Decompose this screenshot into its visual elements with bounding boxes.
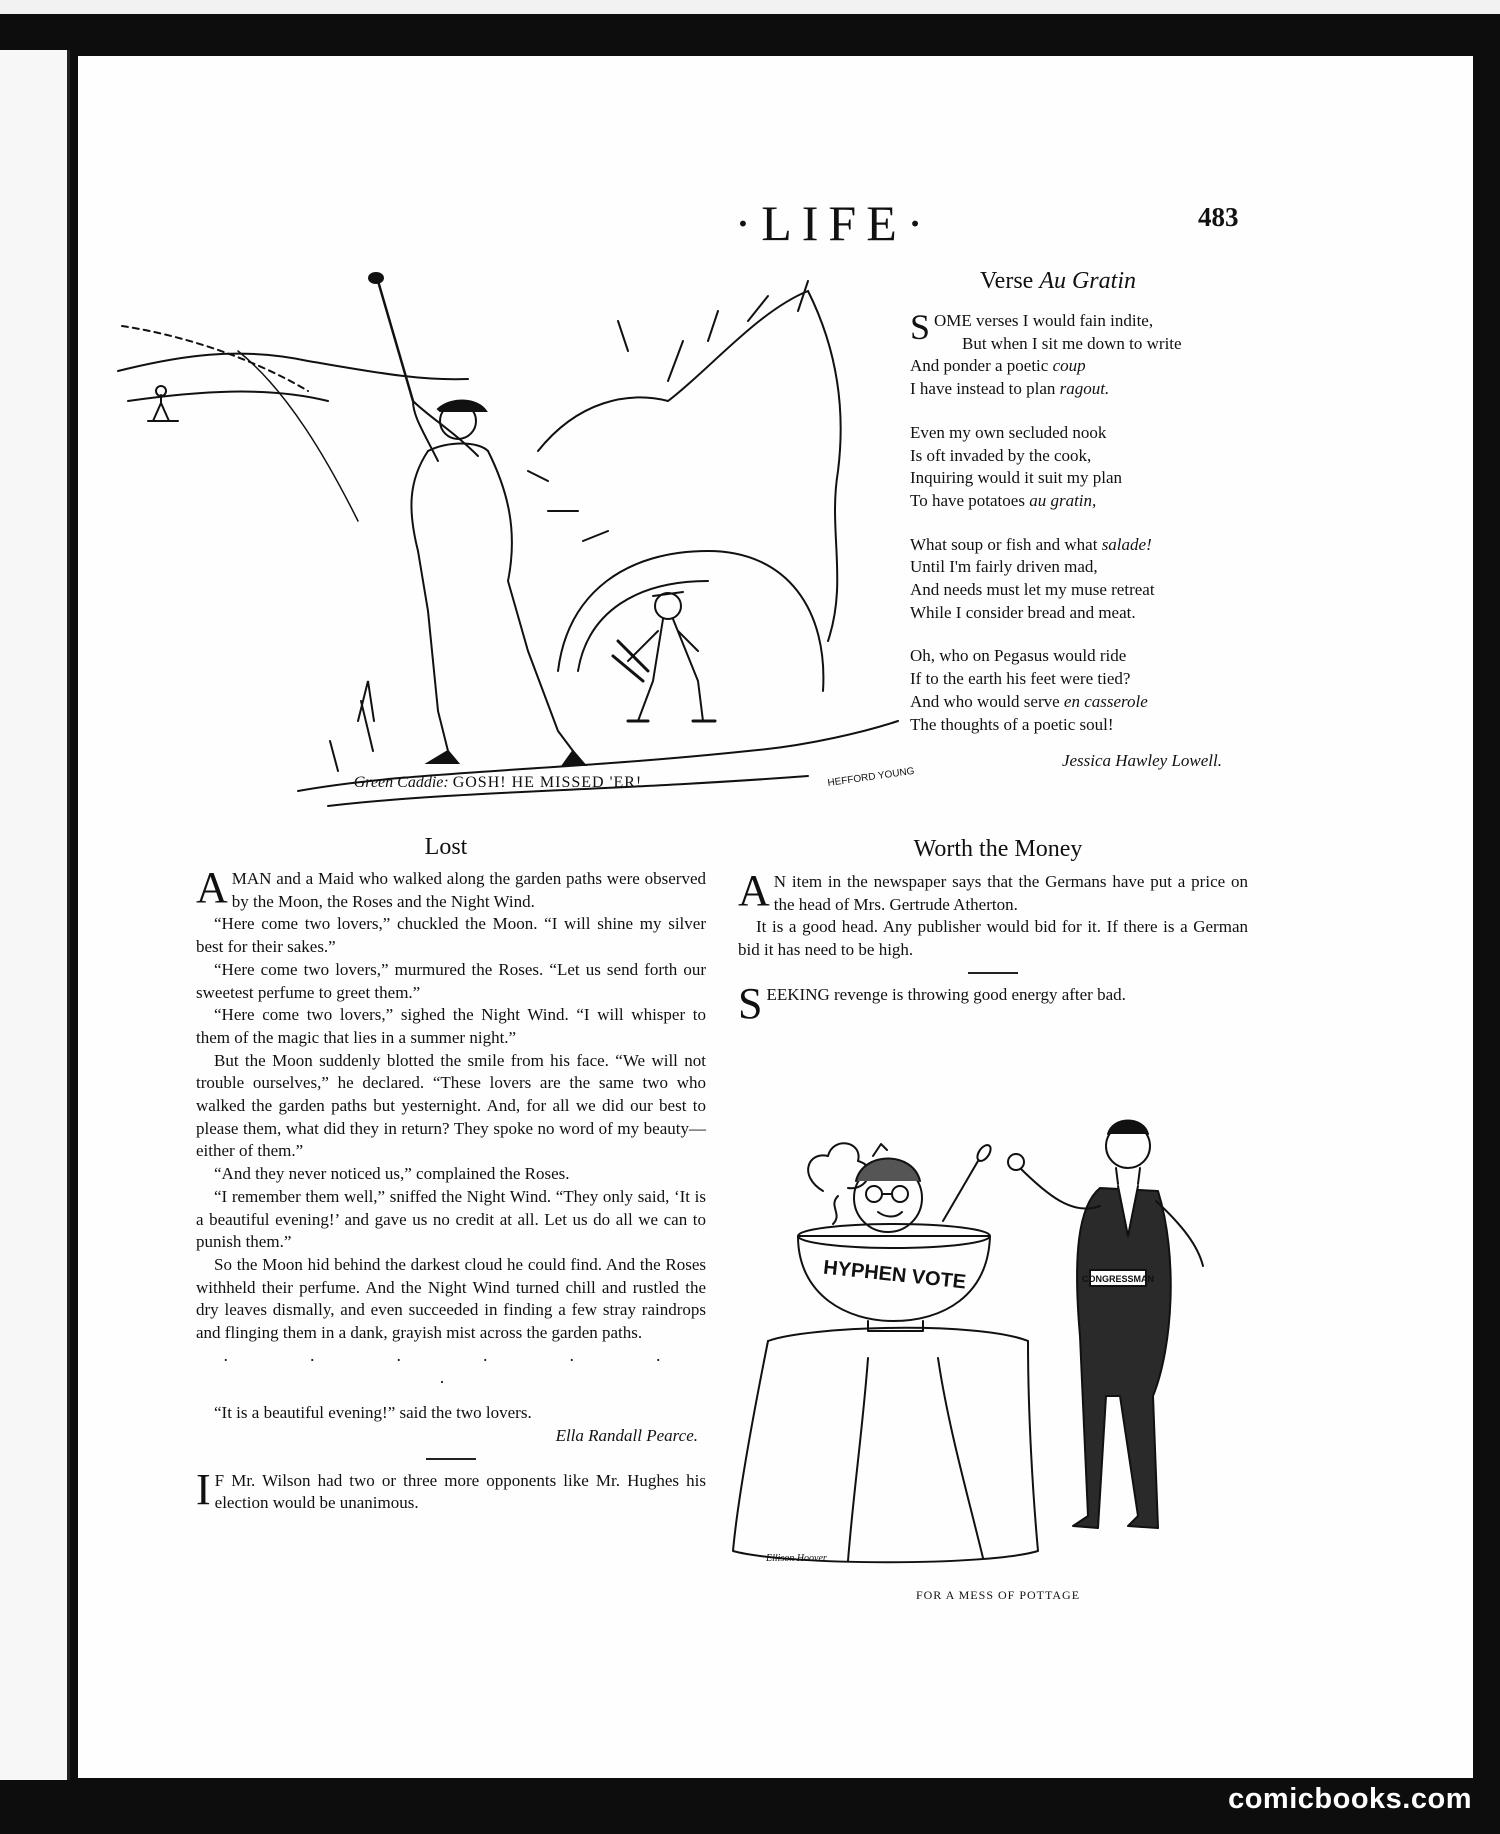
watermark: comicbooks.com xyxy=(1228,1783,1472,1815)
lost-paragraph: So the Moon hid behind the darkest cloud he could find. And the Roses withheld their perfume. And the Night Wind turned chill and rustled the dry leaves dismally, and even succeeded in finding a few stray raindrops and flinging them in a dank, grayish mist across the garden paths. xyxy=(196,1254,706,1343)
verse-title: Verse Au Gratin xyxy=(980,268,1136,294)
caption-text: GOSH! HE MISSED 'ER! xyxy=(452,774,643,791)
verse-line: And needs must let my muse retreat xyxy=(910,580,1155,600)
bowl-cartoon-signature: Ellison Hoover xyxy=(766,1553,827,1564)
lost-paragraph: “Here come two lovers,” murmured the Roses. “Let us send forth our sweetest perfume to greet them.” xyxy=(196,959,706,1002)
verse-stanza xyxy=(910,645,1230,736)
worth-article xyxy=(738,866,1248,1028)
lost-closing: “It is a beautiful evening!” said the two lovers. xyxy=(214,1403,532,1423)
lost-paragraph: “Here come two lovers,” sighed the Night Wind. “I will whisper to them of the magic that lies in a summer night.” xyxy=(196,1005,706,1047)
verse-stanza xyxy=(910,534,1230,625)
lost-paragraph: But the Moon suddenly blotted the smile from his face. “We will not trouble ourselves,” he declared. “These lovers are the same two who walked the garden paths but yesternight. And, for all we did our best to please them, what did they in return? They spoke no word of my beauty—either of them.” xyxy=(196,1050,706,1161)
masthead: ·LIFE· xyxy=(734,195,934,251)
scan-top-edge xyxy=(0,0,1500,14)
verse-line: But when I sit me down to write xyxy=(962,333,1182,353)
congressman-badge: CONGRESSMAN xyxy=(1081,1274,1155,1284)
facing-page-edge xyxy=(0,50,70,1780)
lost-article xyxy=(196,863,706,1515)
verse-line: The thoughts of a poetic soul! xyxy=(910,714,1114,734)
golf-cartoon xyxy=(108,251,916,811)
worth-paragraph-1: A N item in the newspaper says that the Germans have put a price on the head of Mrs. Gertrude Atherton. xyxy=(738,866,1248,915)
divider-rule xyxy=(426,1458,476,1460)
lost-dropcap: A xyxy=(196,863,228,912)
verse-line: SOME verses I would fain indite, xyxy=(910,307,1154,347)
verse-stanza xyxy=(910,422,1230,513)
dropcap-s: S xyxy=(738,978,763,1028)
verse-line: While I consider bread and meat. xyxy=(910,602,1136,622)
verse-line: And who would serve en casserole xyxy=(910,691,1148,711)
lost-paragraph: A MAN and a Maid who walked along the garden paths were observed by the Moon, the Roses and the Night Wind. xyxy=(196,863,706,912)
lost-paragraph: “I remember them well,” sniffed the Night Wind. “They only said, ‘It is a beautiful evening!’ and gave us no credit at all. Let us do all we can to punish them.” xyxy=(196,1186,706,1252)
verse-author: Jessica Hawley Lowell. xyxy=(1061,751,1222,770)
lost-paragraph: “And they never noticed us,” complained the Roses. xyxy=(214,1164,570,1184)
caption-speaker: Green Caddie: xyxy=(353,774,449,791)
verse-stanza xyxy=(910,307,1230,401)
verse-dropcap: S xyxy=(910,307,931,347)
lost-title: Lost xyxy=(424,834,468,860)
verse-line: Oh, who on Pegasus would ride xyxy=(910,646,1127,666)
page-number: 483 xyxy=(1198,202,1239,232)
wilson-paragraph: I F Mr. Wilson had two or three more opponents like Mr. Hughes his election would be unanimous. xyxy=(196,1464,706,1514)
golf-cartoon-signature: HEFFORD YOUNG xyxy=(826,765,916,789)
hyphen-vote-cartoon xyxy=(728,1096,1268,1576)
verse-line: I have instead to plan ragout. xyxy=(910,379,1110,399)
verse-line: And ponder a poetic coup xyxy=(910,356,1086,376)
lost-paragraph: “Here come two lovers,” chuckled the Moon. “I will shine my silver best for their sakes.” xyxy=(196,914,706,957)
verse-line: Is oft invaded by the cook, xyxy=(910,445,1092,465)
bowl-cartoon-caption: FOR A MESS OF POTTAGE xyxy=(915,1588,1081,1602)
golf-cartoon-caption xyxy=(278,774,718,792)
bowl-label: HYPHEN VOTE xyxy=(822,1256,968,1294)
worth-title: Worth the Money xyxy=(913,836,1083,862)
seeking-paragraph: SEEKING revenge is throwing good energy after bad. xyxy=(738,978,1126,1028)
verse-line: Inquiring would it suit my plan xyxy=(910,468,1123,488)
lost-body xyxy=(196,863,706,1345)
lost-author: Ella Randall Pearce. xyxy=(555,1425,698,1445)
verse-line: What soup or fish and what salade! xyxy=(910,534,1152,554)
magazine-page xyxy=(78,56,1473,1778)
divider-rule xyxy=(968,972,1018,974)
lost-dots: · · · · · · · xyxy=(222,1349,700,1393)
verse-line: To have potatoes au gratin, xyxy=(910,490,1097,510)
verse-line: If to the earth his feet were tied? xyxy=(910,669,1131,689)
verse-line: Until I'm fairly driven mad, xyxy=(910,557,1098,577)
worth-paragraph-2: It is a good head. Any publisher would bid for it. If there is a German bid it has need to be high. xyxy=(738,917,1248,960)
verse-line: Even my own secluded nook xyxy=(910,422,1107,442)
verse-au-gratin xyxy=(910,307,1230,757)
dropcap-i: I xyxy=(196,1464,211,1514)
dropcap-a: A xyxy=(738,866,770,915)
